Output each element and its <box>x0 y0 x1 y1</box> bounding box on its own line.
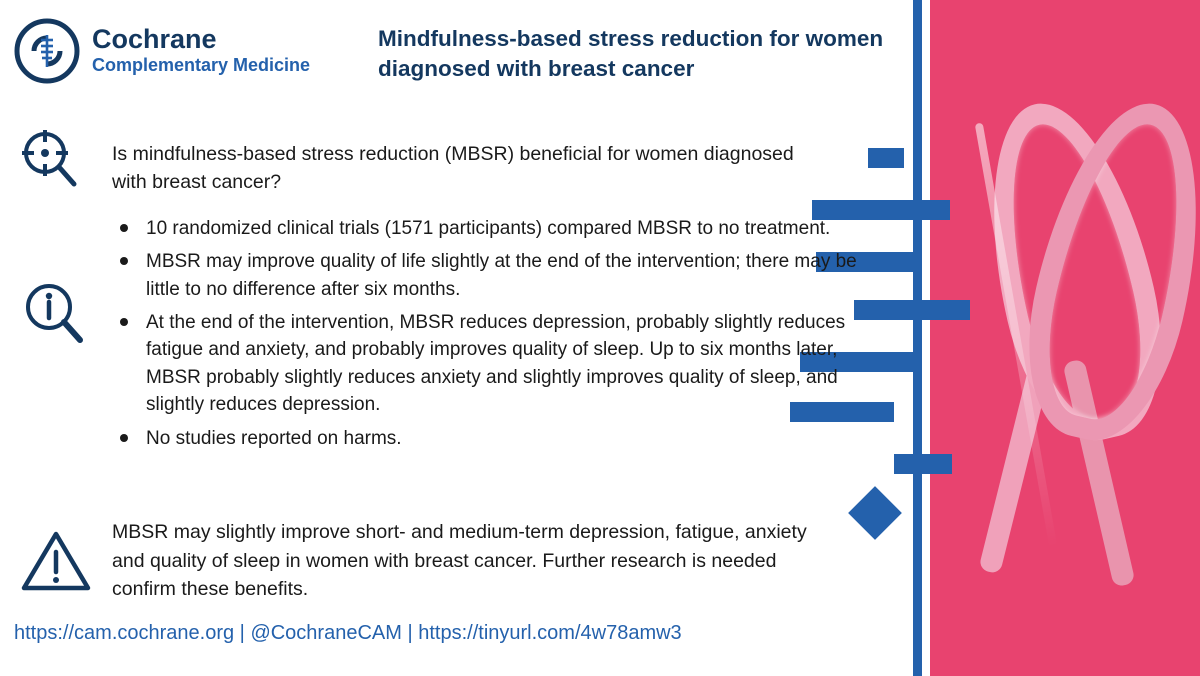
forest-bar <box>868 148 904 168</box>
brand-logo <box>14 18 354 90</box>
list-item: No studies reported on harms. <box>146 425 866 452</box>
brand-subtitle: Complementary Medicine <box>92 55 311 76</box>
short-link[interactable]: https://tinyurl.com/4w78amw3 <box>418 622 682 644</box>
key-findings-list <box>106 215 866 458</box>
ribbon-photo <box>930 0 1200 676</box>
info-magnifier-icon <box>22 282 86 346</box>
forest-diamond <box>848 486 902 540</box>
list-item: MBSR may improve quality of life slightly at the end of the intervention; there may be little to no difference after six months. <box>146 248 866 303</box>
website-link[interactable]: https://cam.cochrane.org <box>14 622 235 644</box>
page-title: Mindfulness-based stress reduction for women diagnosed with breast cancer <box>378 26 884 81</box>
social-handle[interactable]: @CochraneCAM <box>250 622 402 644</box>
separator: | <box>239 622 245 644</box>
research-question: Is mindfulness-based stress reduction (MBSR) beneficial for women diagnosed with breast cancer? <box>112 143 794 194</box>
list-item: At the end of the intervention, MBSR reduces depression, probably slightly reduces fatigue and anxiety, and probably improves quality of sleep. Up to six months later, MBSR probably slightly reduces anxiety and slightly improves quality of sleep, and slightly reduces depression. <box>146 309 866 418</box>
separator: | <box>407 622 413 644</box>
pink-ribbon-icon <box>930 90 1200 610</box>
forest-bar <box>854 300 970 320</box>
conclusion-text: MBSR may slightly improve short- and medium-term depression, fatigue, anxiety and quality of sleep in women with breast cancer. Further research is needed confirm these benefits. <box>112 521 807 601</box>
forest-bar <box>894 454 952 474</box>
target-magnifier-icon <box>18 128 80 190</box>
brand-name: Cochrane <box>92 24 217 54</box>
warning-triangle-icon <box>20 528 92 594</box>
vertical-divider <box>913 0 922 676</box>
footer-links <box>14 620 682 646</box>
list-item: 10 randomized clinical trials (1571 participants) compared MBSR to no treatment. <box>146 215 866 242</box>
cochrane-logo-icon <box>14 18 80 84</box>
